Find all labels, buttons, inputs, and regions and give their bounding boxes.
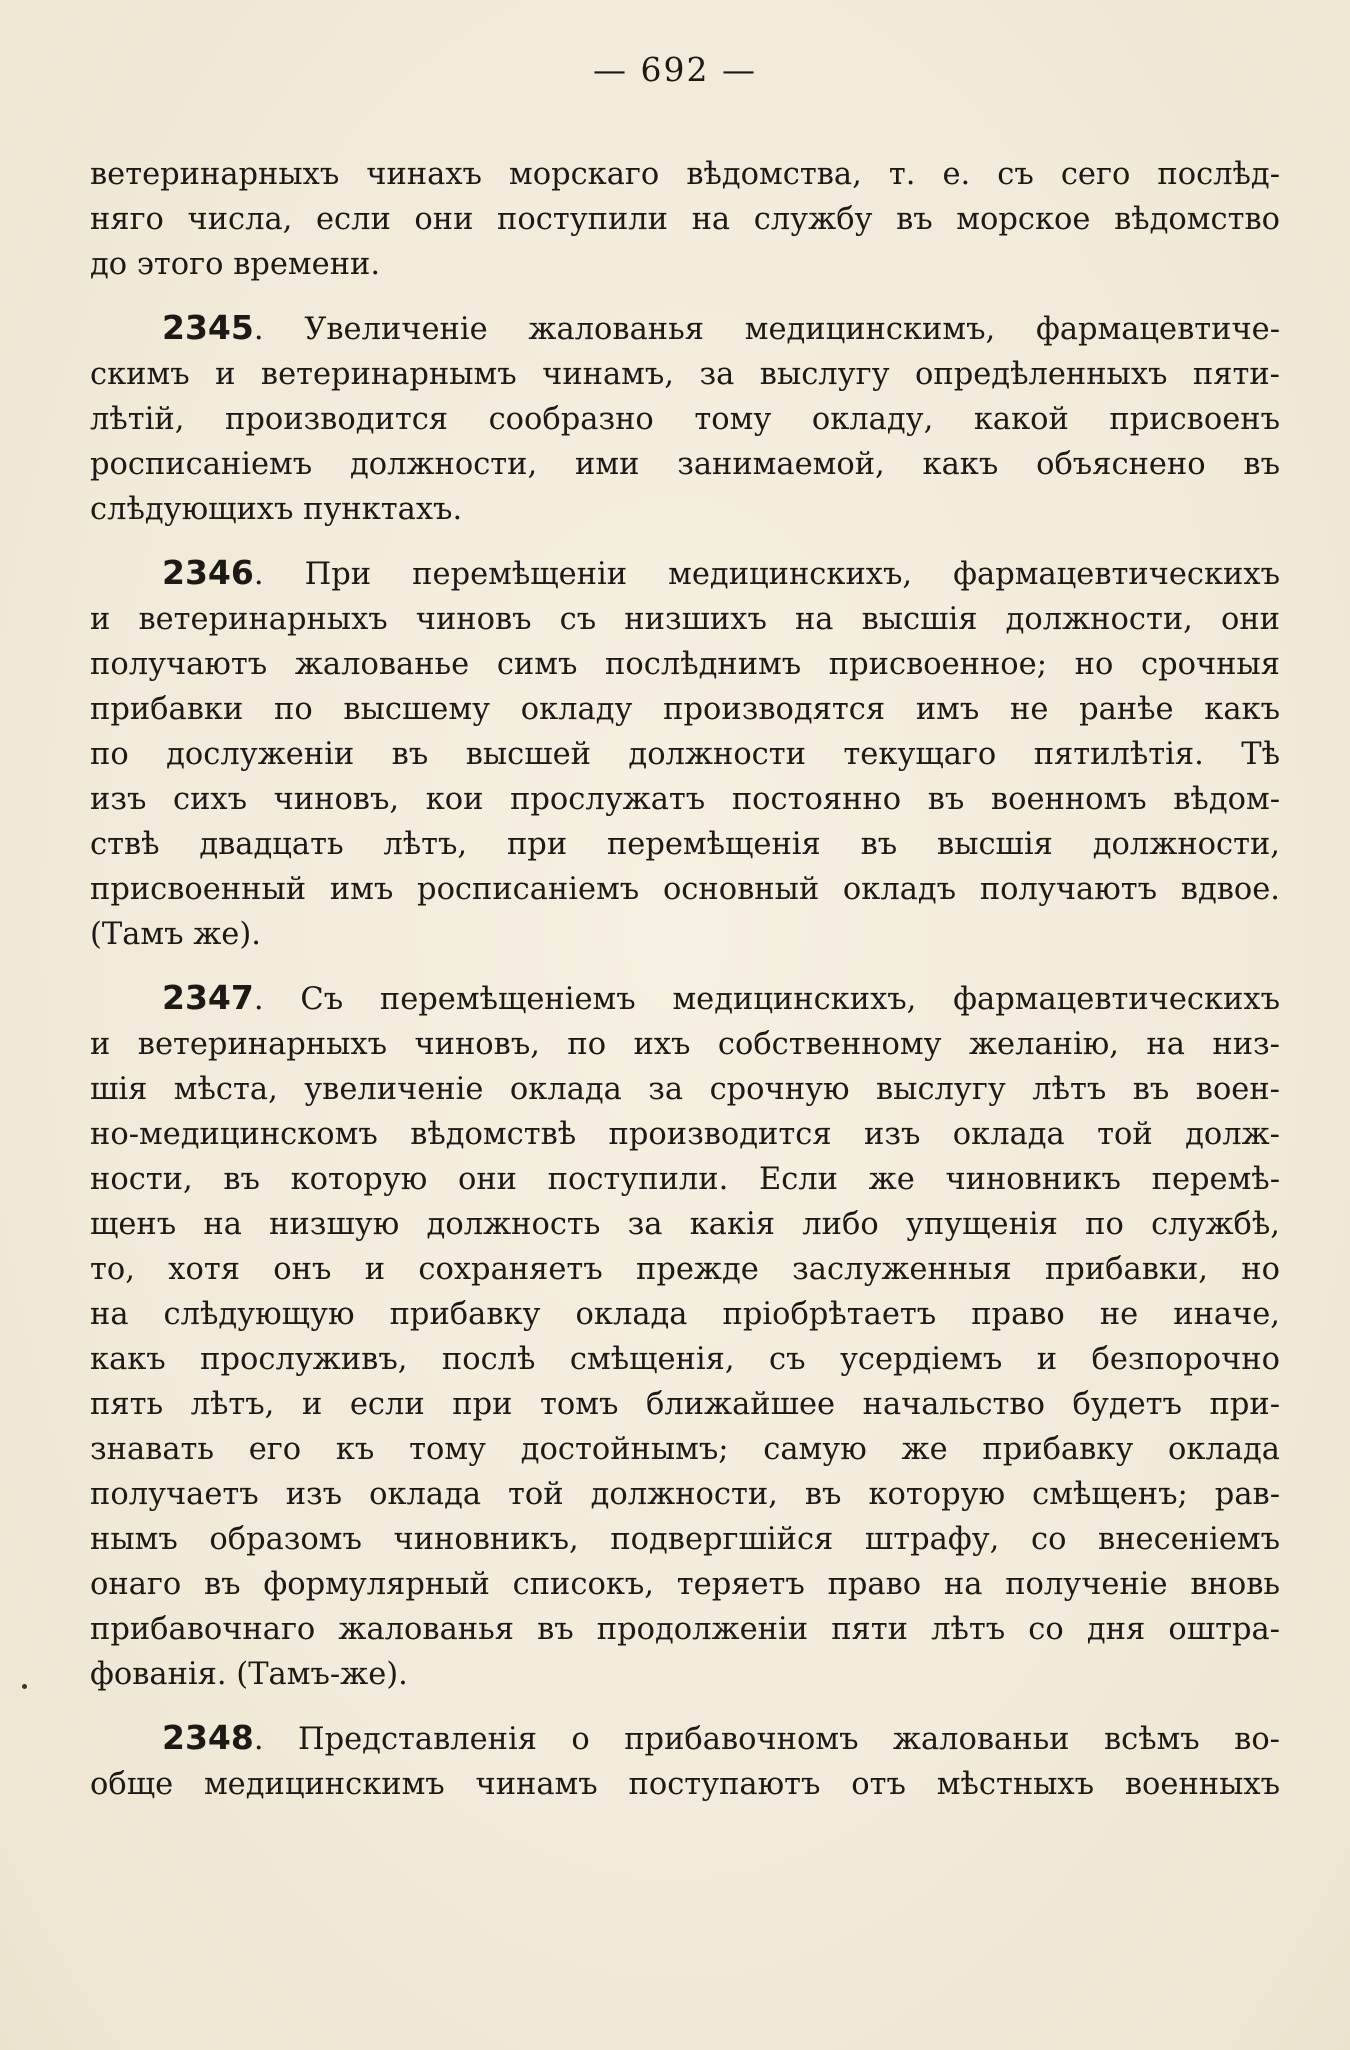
text-line-content: . Съ перемѣщеніемъ медицинскихъ, фармацевтическихъ [253, 982, 1280, 1017]
text-line: получаетъ изъ оклада той должности, въ которую смѣщенъ; рав- [90, 1477, 1280, 1512]
text-line: и ветеринарныхъ чиновъ съ низшихъ на высшія должности, они [90, 602, 1280, 637]
text-line: ветеринарныхъ чинахъ морскаго вѣдомства, т. е. съ сего послѣд- [90, 157, 1280, 192]
text-line: фованія. (Тамъ-же). [90, 1657, 408, 1692]
text-line: пять лѣтъ, и если при томъ ближайшее начальство будетъ при- [90, 1387, 1280, 1422]
text-line: на слѣдующую прибавку оклада пріобрѣтаетъ право не иначе, [90, 1297, 1280, 1332]
text-line: онаго въ формулярный списокъ, теряетъ право на полученіе вновь [90, 1567, 1280, 1602]
text-line [90, 975, 1280, 1022]
text-line: какъ прослуживъ, послѣ смѣщенія, съ усердіемъ и безпорочно [90, 1342, 1280, 1377]
text-line-content: . Представленія о прибавочномъ жалованьи всѣмъ во- [253, 1722, 1280, 1757]
text-line: шія мѣста, увеличеніе оклада за срочную выслугу лѣтъ въ воен- [90, 1072, 1280, 1107]
text-line [90, 550, 1280, 597]
text-line: скимъ и ветеринарнымъ чинамъ, за выслугу опредѣленныхъ пяти- [90, 357, 1280, 392]
text-line: няго числа, если они поступили на службу въ морское вѣдомство [90, 202, 1280, 237]
text-line: прибавки по высшему окладу производятся имъ не ранѣе какъ [90, 692, 1280, 727]
text-line: росписаніемъ должности, ими занимаемой, какъ объяснено въ [90, 447, 1280, 482]
text-line: обще медицинскимъ чинамъ поступаютъ отъ мѣстныхъ военныхъ [90, 1767, 1280, 1802]
text-line: прибавочнаго жалованья въ продолженіи пяти лѣтъ со дня оштра- [90, 1612, 1280, 1647]
article-number: 2347 [162, 978, 254, 1017]
text-line: ствѣ двадцать лѣтъ, при перемѣщенія въ высшія должности, [90, 827, 1280, 862]
text-line [90, 305, 1280, 352]
text-line: лѣтій, производится сообразно тому окладу, какой присвоенъ [90, 402, 1280, 437]
paragraph-2346 [90, 550, 1280, 957]
text-line: но-медицинскомъ вѣдомствѣ производится изъ оклада той долж- [90, 1117, 1280, 1152]
text-line: изъ сихъ чиновъ, кои прослужатъ постоянно въ военномъ вѣдом- [90, 782, 1280, 817]
text-line: и ветеринарныхъ чиновъ, по ихъ собственному желанію, на низ- [90, 1027, 1280, 1062]
paragraph-continuation [90, 152, 1280, 287]
paragraph-2348 [90, 1715, 1280, 1807]
text-line: слѣдующихъ пунктахъ. [90, 492, 463, 527]
paper-speck [22, 1684, 27, 1689]
text-line: щенъ на низшую должность за какія либо упущенія по службѣ, [90, 1207, 1280, 1242]
text-line: до этого времени. [90, 247, 381, 282]
text-line-content: . При перемѣщеніи медицинскихъ, фармацевтическихъ [253, 557, 1280, 592]
text-line: то, хотя онъ и сохраняетъ прежде заслуженныя прибавки, но [90, 1252, 1280, 1287]
text-line-content: . Увеличеніе жалованья медицинскимъ, фармацевтиче- [253, 312, 1280, 347]
text-line: (Тамъ же). [90, 917, 261, 952]
article-number: 2346 [162, 553, 254, 592]
paragraph-2347 [90, 975, 1280, 1697]
text-line: по дослуженіи въ высшей должности текущаго пятилѣтія. Тѣ [90, 737, 1280, 772]
body-text [90, 152, 1280, 1825]
article-number: 2345 [162, 308, 254, 347]
page-number: — 692 — [593, 50, 757, 89]
paragraph-2345 [90, 305, 1280, 532]
text-line: присвоенный имъ росписаніемъ основный окладъ получаютъ вдвое. [90, 872, 1280, 907]
text-line: получаютъ жалованье симъ послѣднимъ присвоенное; но срочныя [90, 647, 1280, 682]
text-line [90, 1715, 1280, 1762]
text-line: нымъ образомъ чиновникъ, подвергшійся штрафу, со внесеніемъ [90, 1522, 1280, 1557]
text-line: ности, въ которую они поступили. Если же чиновникъ перемѣ- [90, 1162, 1280, 1197]
text-line: знавать его къ тому достойнымъ; самую же прибавку оклада [90, 1432, 1280, 1467]
article-number: 2348 [162, 1718, 254, 1757]
